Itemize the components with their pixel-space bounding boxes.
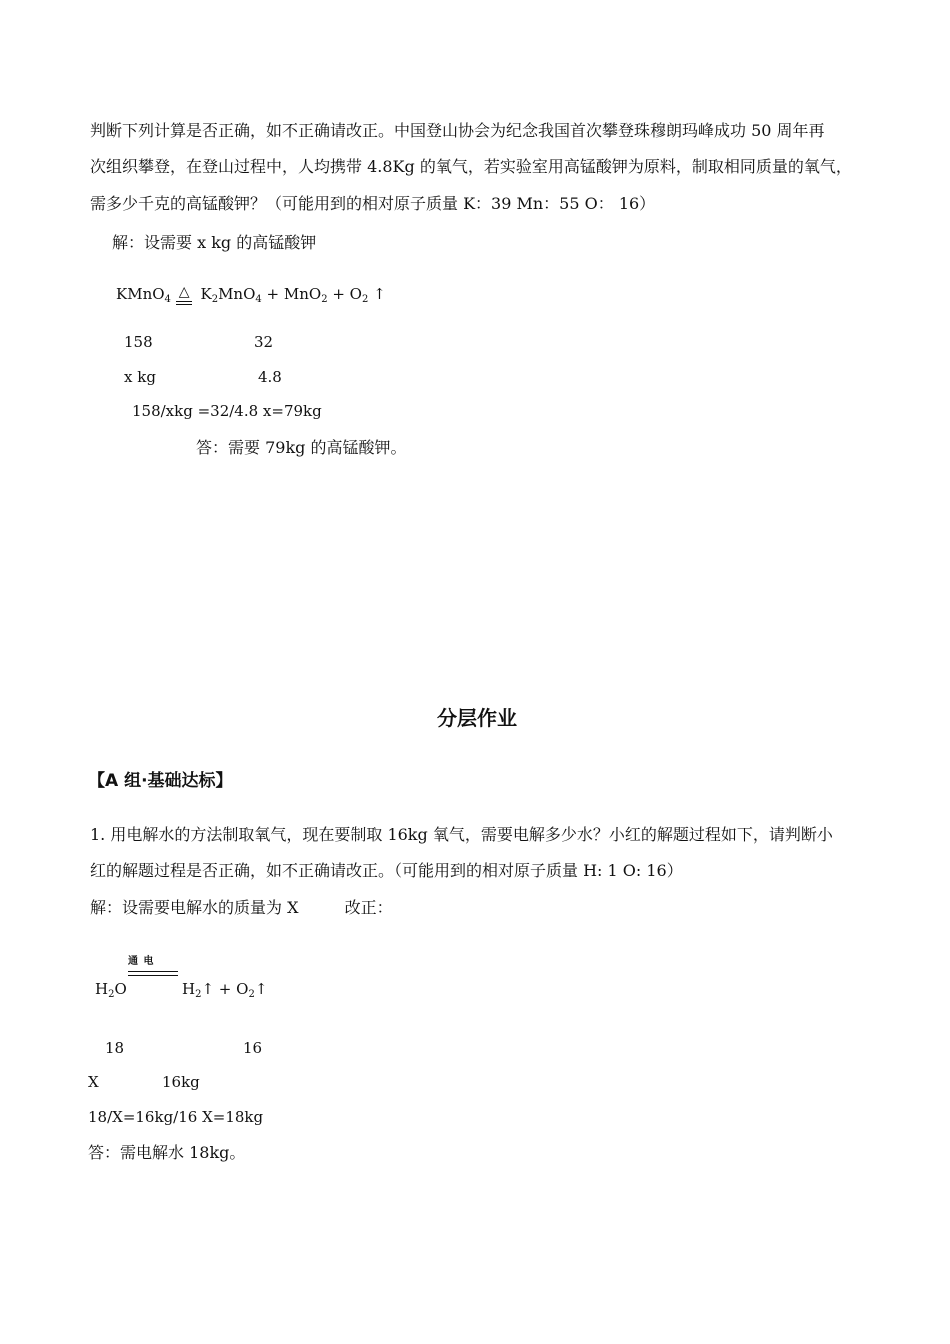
condition-bar-bottom [128,975,178,976]
ratio-158: 158 [124,333,153,351]
product-k2mno4: $K_2MnO_4$ [200,285,262,305]
electrolysis-condition: 通 电 [128,956,155,967]
products-h2-o2: $H_2↑$ + $O_2↑$ [182,980,268,1000]
reactant-h2o: $H_2O$ [95,980,127,1000]
reaction-equation-1 [116,284,386,305]
q1-answer: 答：需电解水 18kg。 [88,1143,246,1162]
condition-bar-top [128,971,178,972]
ratio-32: 32 [254,333,274,351]
triangle-icon: △ [178,284,190,300]
q1-ratio-x: X [88,1073,99,1091]
product-mno2: + MnO$_2$ [261,285,328,305]
problem-line-2: 次组织攀登，在登山过程中，人均携带 4.8Kg 的氧气，若实验室用高锰酸钾为原料，制取相同质量的氧气， [90,157,852,176]
q1-setup: 解：设需要电解水的质量为 X 改正： [90,898,393,917]
q1-ratio-18: 18 [105,1039,125,1057]
problem-line-1: 判断下列计算是否正确，如不正确请改正。中国登山协会为纪念我国首次攀登珠穆朗玛峰成功 50 周年再 [90,121,825,140]
product-o2: + $O_2$ ↑ [327,285,386,305]
section-heading-group-a: 【A 组·基础达标】 [88,771,233,791]
reactant-kmno4: KMnO$_4$ [116,285,171,305]
calculation-1: 158/xkg =32/4.8 x=79kg [132,402,322,420]
q1-ratio-16: 16 [243,1039,263,1057]
solution-intro: 解：设需要 x kg 的高锰酸钾 [112,233,317,252]
ratio-4-8: 4.8 [258,368,282,386]
correction-label: 改正： [344,898,393,917]
problem-line-3: 需多少千克的高锰酸钾？（可能用到的相对原子质量 K：39 Mn：55 O： 16） [90,194,656,213]
q1-line-1: 1. 用电解水的方法制取氧气，现在要制取 16kg 氧气，需要电解多少水？小红的解题过程如下，请判断小 [90,825,833,844]
q1-calculation: 18/X=16kg/16 X=18kg [88,1108,264,1126]
answer-1: 答：需要 79kg 的高锰酸钾。 [196,438,407,457]
ratio-xkg: x kg [124,368,156,386]
q1-ratio-16kg: 16kg [162,1073,200,1091]
page-title: 分层作业 [437,706,517,730]
q1-line-2: 红的解题过程是否正确，如不正确请改正。（可能用到的相对原子质量 H: 1 O: 16） [90,861,683,880]
